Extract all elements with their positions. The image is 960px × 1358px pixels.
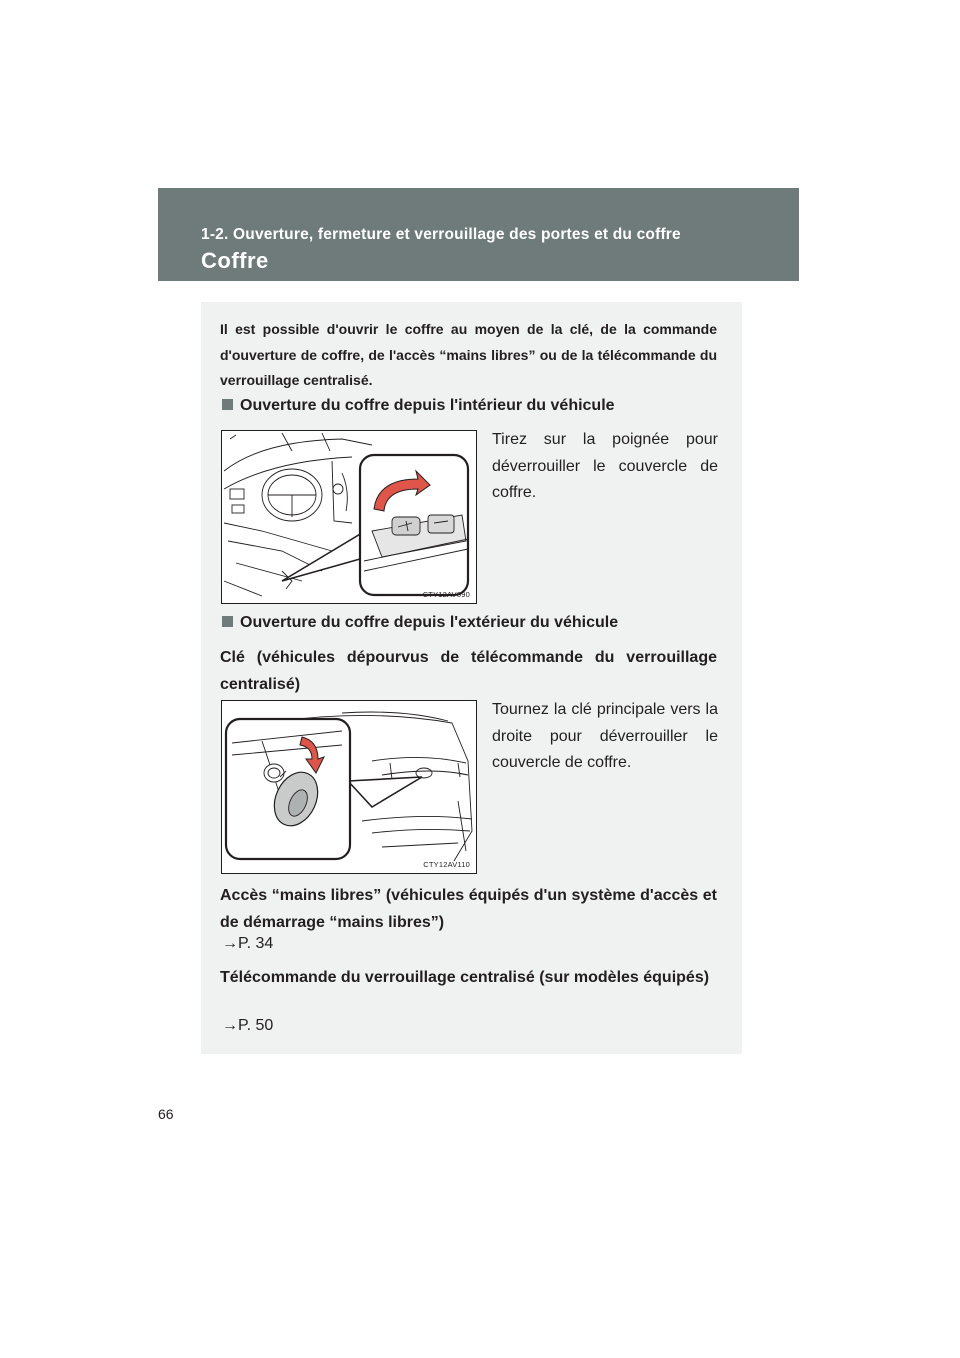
section-title: 1-2. Ouverture, fermeture et verrouillage des portes et du coffre [201,226,681,243]
figure-code: CTY12AV110 [423,860,470,869]
square-bullet-icon [222,399,233,410]
chapter-header-band [158,188,799,281]
page-number: 66 [158,1106,174,1122]
intro-paragraph: Il est possible d'ouvrir le coffre au moyen de la clé, de la commande d'ouverture de coffre, de l'accès “mains libres” ou de la télécommande du verrouillage centralisé. [220,321,717,388]
handsfree-subheading: Accès “mains libres” (véhicules équipés d'un système d'accès et de démarrage “mains libres”) [220,887,717,931]
square-bullet-icon [222,616,233,627]
trunk-key-illustration [222,701,476,873]
page-title: Coffre [201,248,269,273]
heading-exterior-label: Ouverture du coffre depuis l'extérieur du véhicule [240,614,619,631]
remote-subheading: Télécommande du verrouillage centralisé (sur modèles équipés) [220,969,710,986]
remote-page-ref[interactable]: →P. 50 [222,1017,274,1034]
heading-interior [222,397,615,415]
heading-exterior [222,614,618,632]
interior-instruction: Tirez sur la poignée pour déverrouiller le couvercle de coffre. [492,431,718,501]
figure-key-trunk-lock [221,700,477,874]
dashboard-illustration [222,431,476,603]
figure-interior-trunk-release [221,430,477,604]
handsfree-page-ref[interactable]: →P. 34 [222,935,274,952]
key-subheading: Clé (véhicules dépourvus de télécommande du verrouillage centralisé) [220,649,717,693]
figure-code: CTY12AV090 [422,590,470,599]
key-instruction: Tournez la clé principale vers la droite pour déverrouiller le couvercle de coffre. [492,701,718,771]
heading-interior-label: Ouverture du coffre depuis l'intérieur du véhicule [240,397,615,414]
